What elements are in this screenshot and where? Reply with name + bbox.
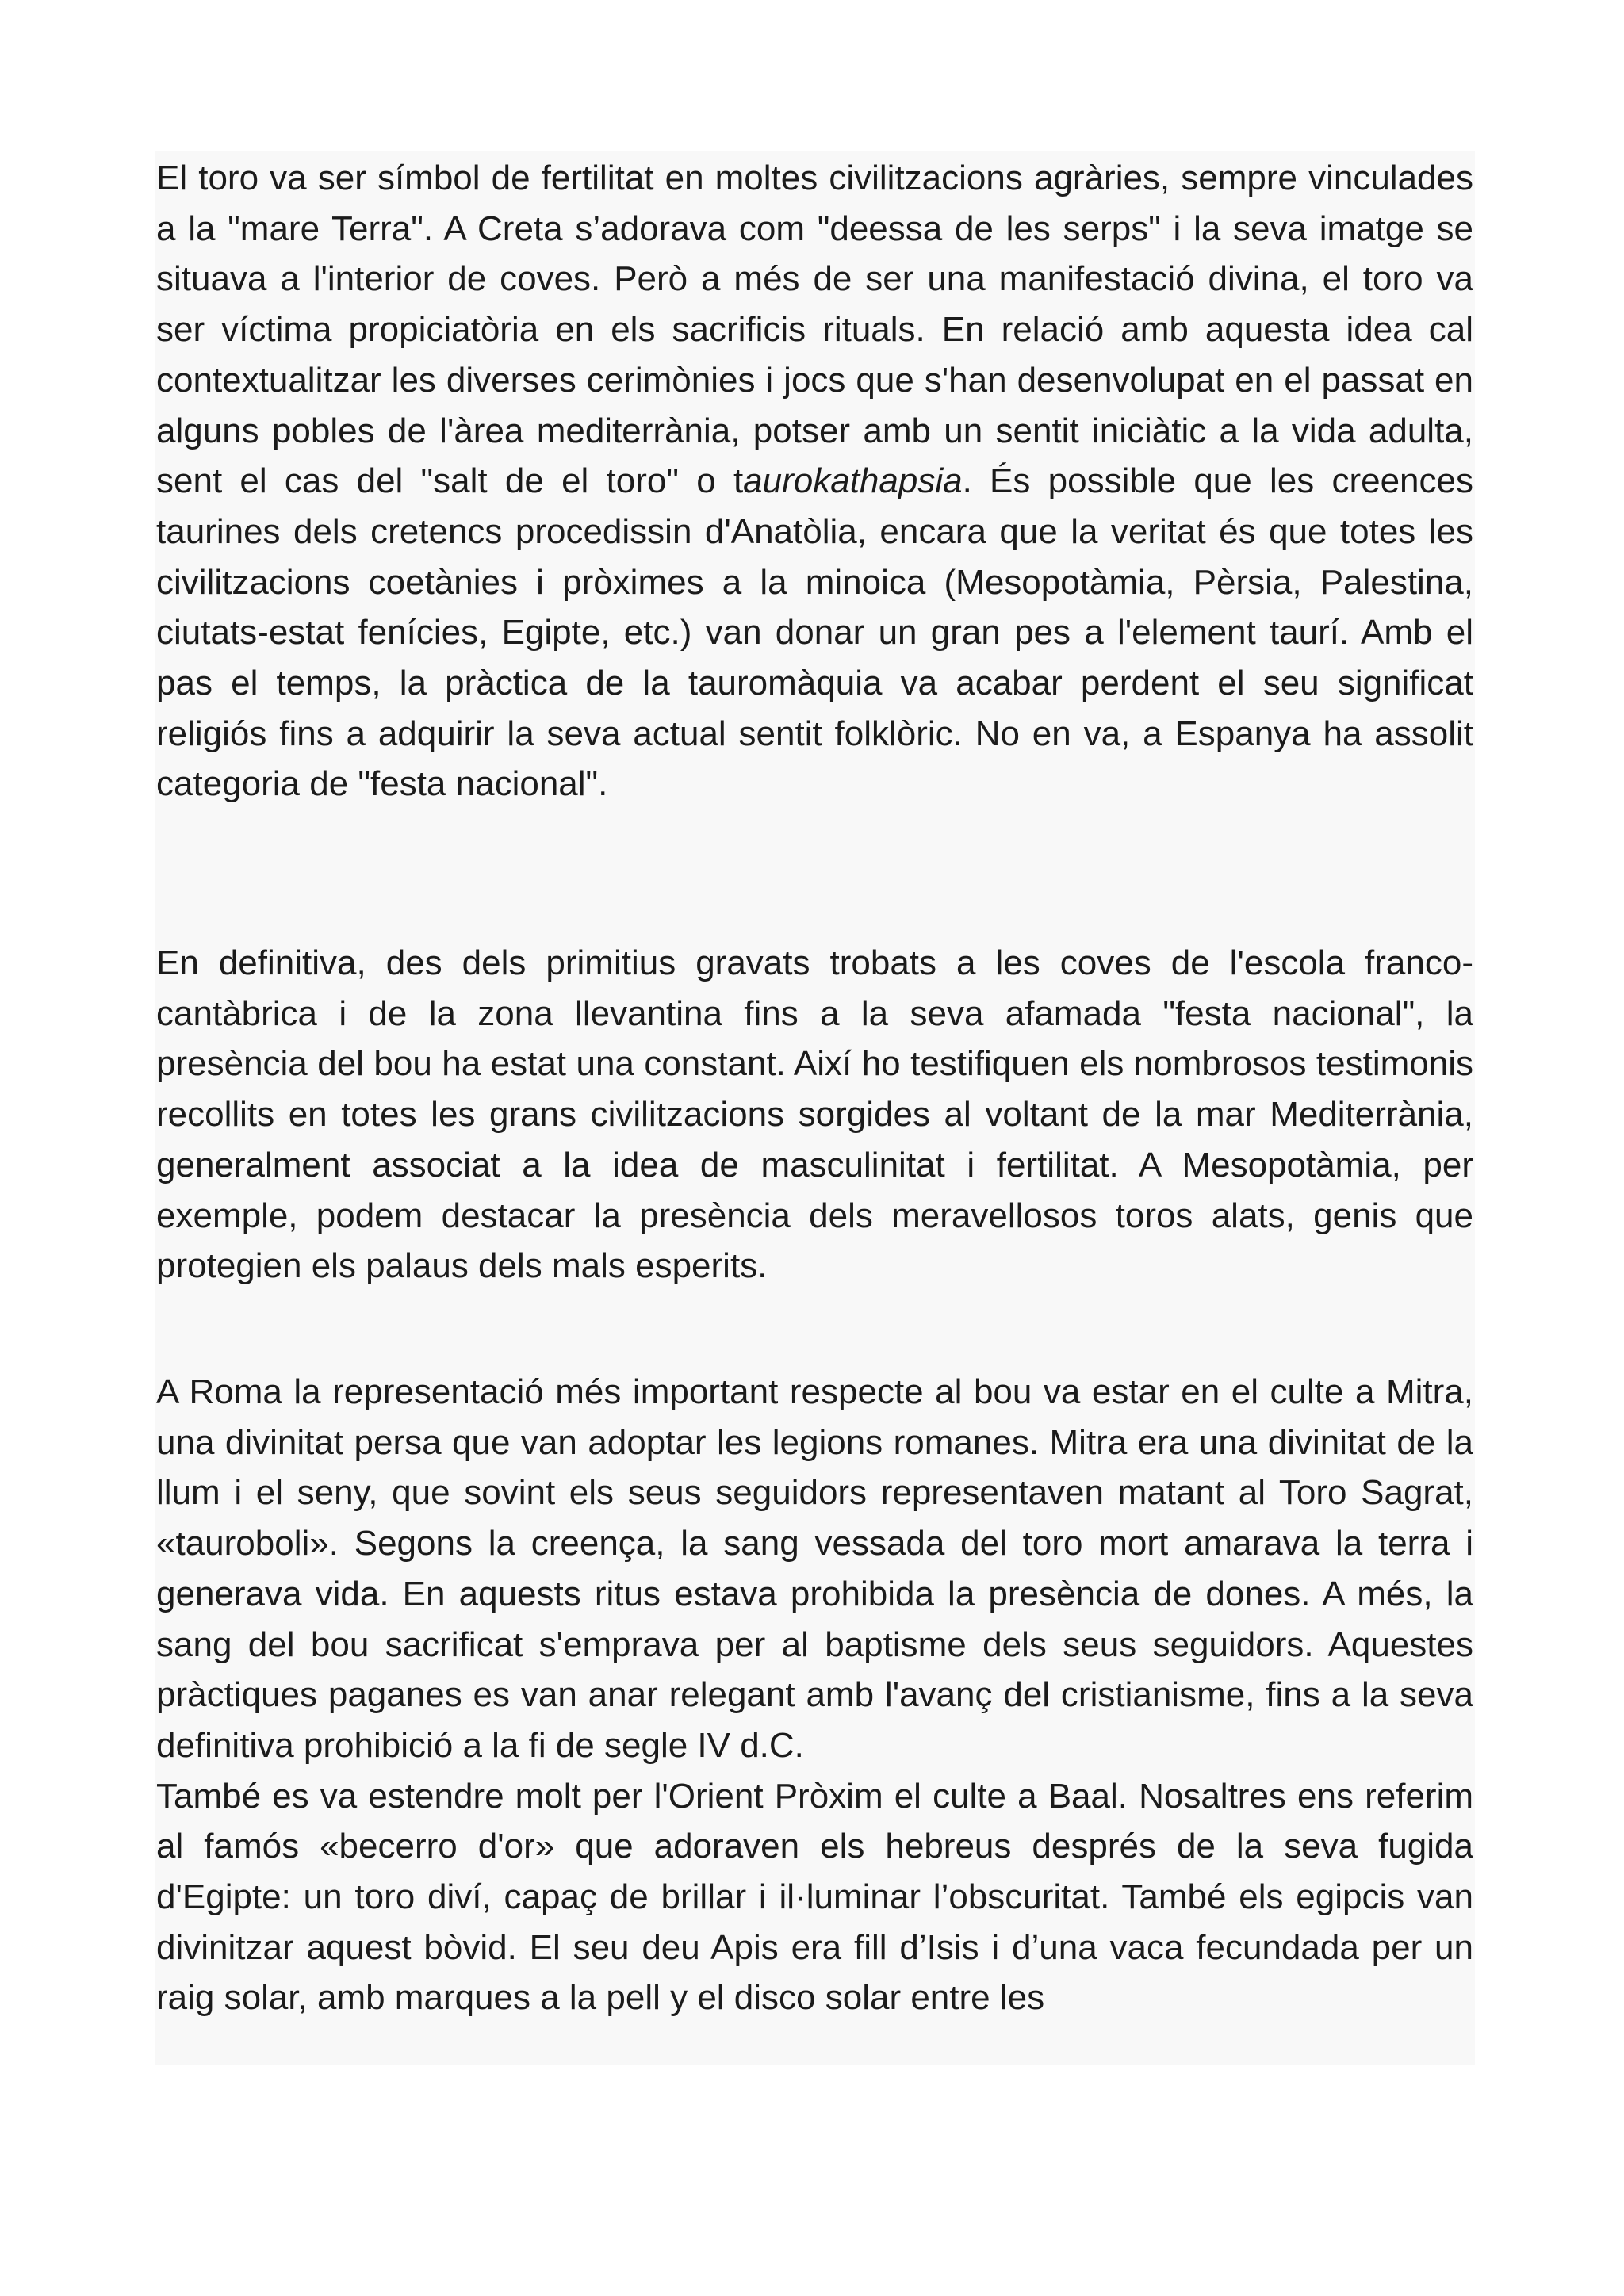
text-block-3 xyxy=(156,1367,1473,2023)
text-block-2 xyxy=(156,938,1473,1292)
italic-term-taurokathapsia: aurokathapsia xyxy=(743,461,963,501)
paragraph-text: El toro va ser símbol de fertilitat en moltes civilitzacions agràries, sempre vinculades a la "mare Terra". A Creta s’adorava com "deessa de les serps" i la seva imatge se situava a l'interior de coves. Però a més de ser una manifestació divina, el toro va ser víctima propiciatòria en els sacrificis rituals. En relació amb aquesta idea cal contextualitzar les diverses cerimònies i jocs que s'han desenvolupat en el passat en alguns pobles de l'àrea mediterrània, potser amb un sentit iniciàtic a la vida adulta, sent el cas del "salt de el toro" o t xyxy=(156,159,1473,501)
paragraph-baal: També es va estendre molt per l'Orient Pròxim el culte a Baal. Nosaltres ens referim al famós «becerro d'or» que adoraven els hebreus després de la seva fugida d'Egipte: un toro diví, capaç de brillar i il·luminar l’obscuritat. També els egipcis van divinitzar aquest bòvid. El seu deu Apis era fill d’Isis i d’una vaca fecundada per un raig solar, amb marques a la pell y el disco solar entre les xyxy=(156,1776,1473,2018)
text-block-1 xyxy=(156,153,1473,809)
paragraph-text: . És possible que les creences taurines dels cretencs procedissin d'Anatòlia, encara que la veritat és que totes les civilitzacions coetànies i pròximes a la minoica (Mesopotàmia, Pèrsia, Palestina, ciutats-estat fenícies, Egipte, etc.) van donar un gran pes a l'element taurí. Amb el pas el temps, la pràctica de la tauromàquia va acabar perdent el seu significat religiós fins a adquirir la seva actual sentit folklòric. No en va, a Espanya ha assolit categoria de "festa nacional". xyxy=(156,461,1473,804)
paragraph-roma-mitra: A Roma la representació més important respecte al bou va estar en el culte a Mitra, una divinitat persa que van adoptar les legions romanes. Mitra era una divinitat de la llum i el seny, que sovint els seus seguidors representaven matant al Toro Sagrat, «tauroboli». Segons la creença, la sang vessada del toro mort amarava la terra i generava vida. En aquests ritus estava prohibida la presència de dones. A més, la sang del bou sacrificat s'emprava per al baptisme dels seus seguidors. Aquestes pràctiques paganes es van anar relegant amb l'avanç del cristianisme, fins a la seva definitiva prohibició a la fi de segle IV d.C. xyxy=(156,1372,1473,1765)
paragraph-toro-fertility xyxy=(156,153,1473,809)
paragraph-en-definitiva: En definitiva, des dels primitius gravats trobats a les coves de l'escola franco-cantàbrica i de la zona llevantina fins a la seva afamada "festa nacional", la presència del bou ha estat una constant. Així ho testifiquen els nombrosos testimonis recollits en totes les grans civilitzacions sorgides al voltant de la mar Mediterrània, generalment associat a la idea de masculinitat i fertilitat. A Mesopotàmia, per exemple, podem destacar la presència dels meravellosos toros alats, genis que protegien els palaus dels mals esperits. xyxy=(156,943,1473,1286)
